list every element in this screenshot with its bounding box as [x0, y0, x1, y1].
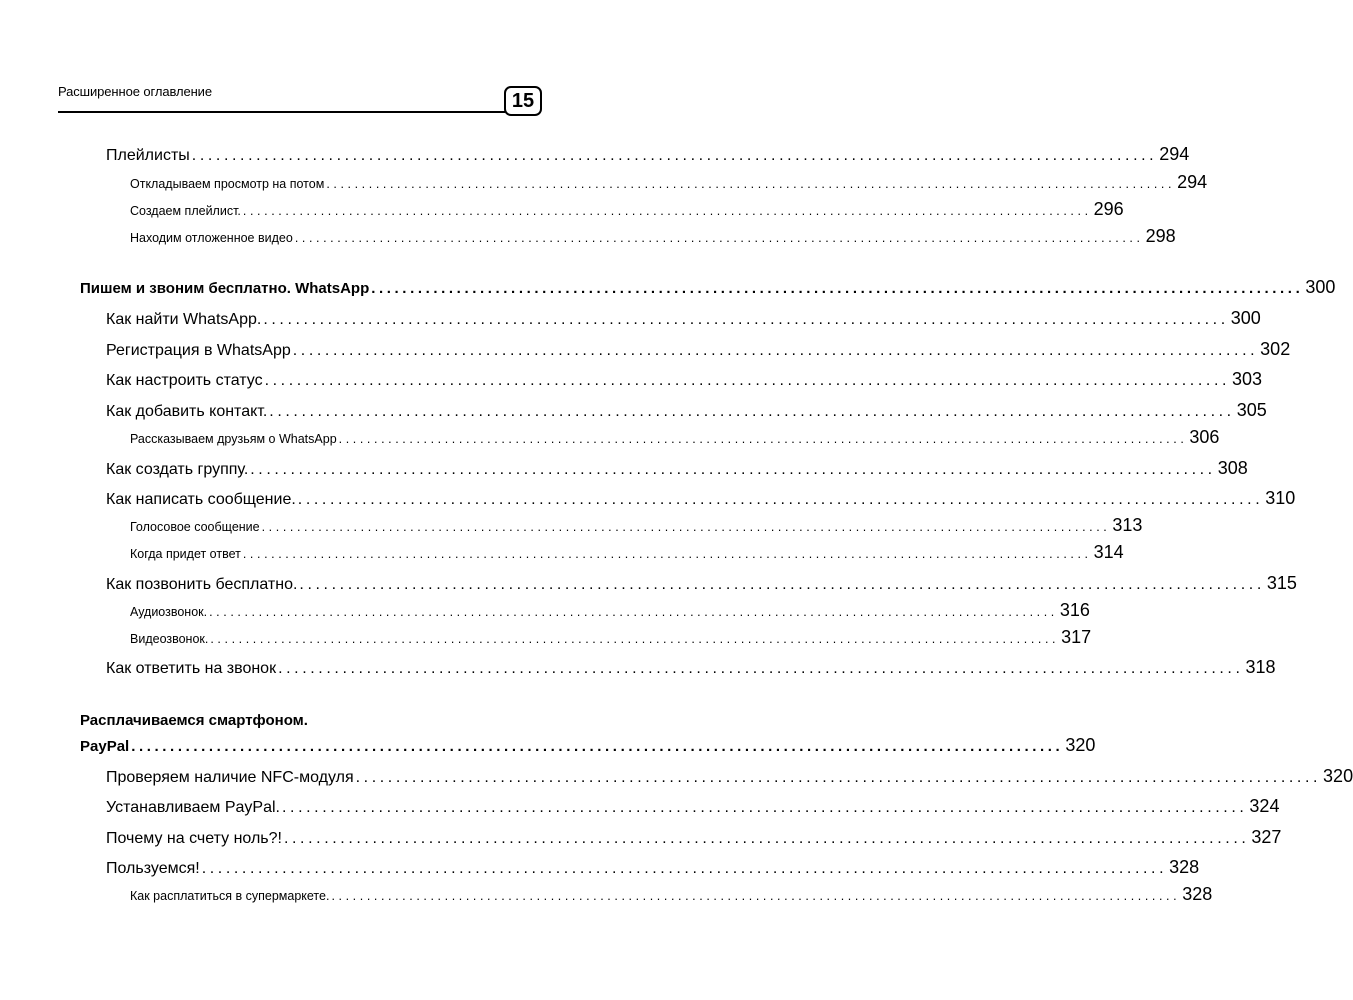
toc-entry-label: Как позвонить бесплатно.: [106, 576, 298, 593]
toc-entry-page: 313: [1112, 515, 1143, 535]
toc-chapter-page: 300: [1305, 277, 1336, 297]
toc-entry-label: Как расплатиться в супермаркете.: [130, 889, 330, 903]
toc-entry-label: Пользуемся!: [106, 860, 200, 877]
toc-entry-use-it: [106, 857, 1200, 877]
dot-leader: ........................................................................................................................: [281, 799, 1248, 816]
toc-entry-page: 317: [1061, 627, 1092, 647]
toc-entry-label: Плейлисты: [106, 147, 190, 164]
toc-entry-find-deferred: [130, 226, 1176, 246]
toc-entry-reply-arrives: [130, 542, 1124, 562]
toc-chapter-label: PayPal: [80, 738, 130, 755]
toc-chapter-label: Пишем и звоним бесплатно. WhatsApp: [80, 280, 370, 297]
toc-entry-label: Когда придет ответ: [130, 547, 241, 561]
toc-entry-label: Как создать группу.: [106, 461, 249, 478]
dot-leader: ........................................................................................................................: [338, 432, 1188, 446]
toc-entry-label: Видеозвонок.: [130, 632, 209, 646]
dot-leader: ........................................................................................................................: [297, 491, 1264, 508]
dot-leader: ........................................................................................................................: [263, 311, 1229, 328]
toc-entry-video-call: [130, 627, 1092, 647]
toc-entry-page: 315: [1266, 573, 1297, 593]
toc-entry-label: Рассказываем друзьям о WhatsApp: [130, 432, 337, 446]
toc-entry-pay-supermarket: [130, 884, 1213, 904]
dot-leader: ........................................................................................................................: [131, 738, 1064, 755]
dot-leader: ........................................................................................................................: [278, 660, 1244, 677]
toc-entry-call-free: [106, 573, 1297, 593]
toc-entry-label: Голосовое сообщение: [130, 520, 260, 534]
toc-entry-label: Проверяем наличие NFC-модуля: [106, 769, 354, 786]
dot-leader: ........................................................................................................................: [264, 372, 1231, 389]
toc-entry-write-message: [106, 488, 1296, 508]
toc-entry-defer-viewing: [130, 172, 1208, 192]
dot-leader: ........................................................................................................................: [294, 231, 1144, 245]
toc-entry-page: 300: [1230, 308, 1261, 328]
dot-leader: ........................................................................................................................: [250, 461, 1216, 478]
page-number-badge: 15: [504, 86, 542, 116]
toc-entry-label: Аудиозвонок.: [130, 605, 208, 619]
toc-entry-page: 302: [1260, 339, 1291, 359]
dot-leader: ........................................................................................................................: [331, 889, 1181, 903]
dot-leader: ........................................................................................................................: [210, 632, 1060, 646]
toc-entry-page: 320: [1323, 766, 1353, 786]
toc-entry-page: 296: [1093, 199, 1124, 219]
toc-entry-page: 327: [1251, 827, 1282, 847]
toc-entry-label: Почему на счету ноль?!: [106, 830, 282, 847]
toc-entry-create-playlist: [130, 199, 1124, 219]
toc-entry-label: Создаем плейлист.: [130, 204, 241, 218]
dot-leader: ........................................................................................................................: [201, 860, 1168, 877]
toc-entry-label: Находим отложенное видео: [130, 231, 293, 245]
toc-entry-zero-balance: [106, 827, 1282, 847]
dot-leader: ........................................................................................................................: [299, 576, 1265, 593]
toc-entry-page: 324: [1249, 796, 1280, 816]
toc-entry-audio-call: [130, 600, 1090, 620]
toc-entry-find-whatsapp: [106, 308, 1261, 328]
toc-entry-playlists: [106, 144, 1190, 164]
toc-entry-page: 305: [1236, 400, 1267, 420]
toc-entry-page: 328: [1182, 884, 1213, 904]
toc-entry-label: Как добавить контакт.: [106, 403, 268, 420]
dot-leader: ........................................................................................................................: [355, 769, 1322, 786]
toc-entry-page: 316: [1059, 600, 1090, 620]
toc-chapter-paypal: [80, 735, 1096, 755]
toc-entry-label: Как ответить на звонок: [106, 660, 277, 677]
toc-entry-install-paypal: [106, 796, 1280, 816]
dot-leader: ........................................................................................................................: [191, 147, 1158, 164]
dot-leader: ........................................................................................................................: [242, 204, 1092, 218]
dot-leader: ........................................................................................................................: [326, 177, 1176, 191]
toc-entry-label: Устанавливаем PayPal.: [106, 799, 280, 816]
toc-entry-voice-message: [130, 515, 1143, 535]
toc-entry-label: Как настроить статус: [106, 372, 263, 389]
toc-chapter-whatsapp: [80, 277, 1336, 297]
toc-entry-label: Как найти WhatsApp.: [106, 311, 262, 328]
dot-leader: ........................................................................................................................: [242, 547, 1092, 561]
toc-entry-label: Как написать сообщение.: [106, 491, 296, 508]
toc-entry-registration: [106, 339, 1291, 359]
toc-entry-page: 303: [1232, 369, 1263, 389]
dot-leader: ........................................................................................................................: [371, 280, 1304, 297]
toc-entry-add-contact: [106, 400, 1267, 420]
toc-entry-check-nfc: [106, 766, 1353, 786]
dot-leader: ........................................................................................................................: [209, 605, 1058, 619]
dot-leader: ........................................................................................................................: [283, 830, 1250, 847]
toc-entry-label: Откладываем просмотр на потом: [130, 177, 325, 191]
toc-entry-page: 306: [1189, 427, 1220, 447]
running-header-title: Расширенное оглавление: [58, 84, 212, 99]
dot-leader: ........................................................................................................................: [261, 520, 1111, 534]
toc-entry-page: 294: [1177, 172, 1208, 192]
toc-entry-page: 298: [1145, 226, 1176, 246]
toc-chapter-page: 320: [1065, 735, 1096, 755]
dot-leader: ........................................................................................................................: [269, 403, 1235, 420]
toc-entry-page: 314: [1093, 542, 1124, 562]
toc-entry-label: Регистрация в WhatsApp: [106, 342, 291, 359]
toc-entry-tell-friends: [130, 427, 1220, 447]
toc-entry-page: 328: [1169, 857, 1200, 877]
toc-entry-page: 318: [1245, 657, 1276, 677]
toc-chapter-paypal-line1: Расплачиваемся смартфоном.: [80, 712, 308, 729]
toc-entry-answer-call: [106, 657, 1276, 677]
toc-entry-set-status: [106, 369, 1263, 389]
toc-entry-page: 308: [1217, 458, 1248, 478]
toc-entry-page: 294: [1159, 144, 1190, 164]
toc-entry-create-group: [106, 458, 1248, 478]
dot-leader: ........................................................................................................................: [292, 342, 1259, 359]
toc-entry-page: 310: [1265, 488, 1296, 508]
